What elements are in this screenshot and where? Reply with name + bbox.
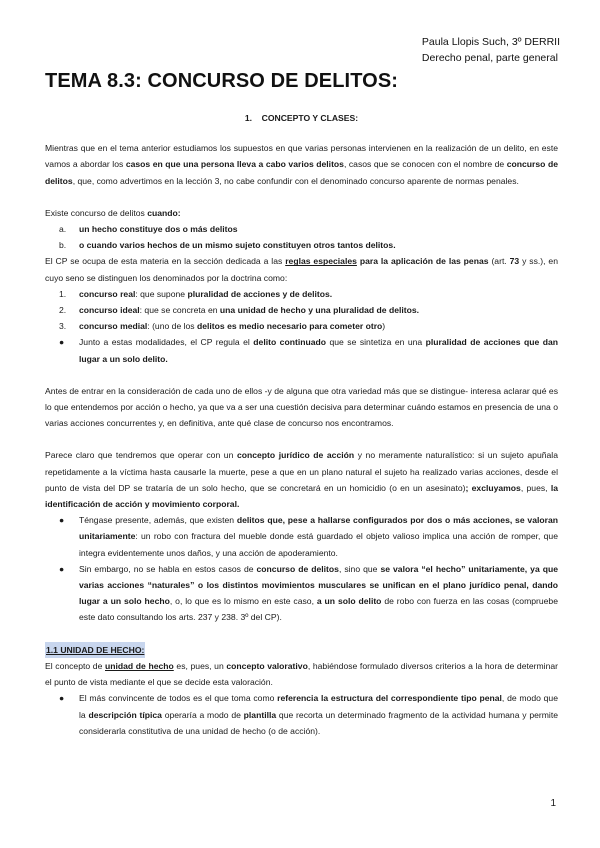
list-item: b. o cuando varios hechos de un mismo sujeto constituyen otros tantos delitos. [59,240,396,251]
criteria-list [59,690,558,739]
list-item: 2. concurso ideal: que se concreta en una unidad de hecho y una pluralidad de delitos. [59,305,420,316]
document-body [45,110,558,739]
section-number: 1. [244,113,253,123]
section-label: CONCEPTO Y CLASES: [261,113,359,123]
bullet-icon: ● [59,337,65,348]
paragraph-exists: Existe concurso de delitos cuando: [45,207,181,218]
list-item: ● Sin embargo, no se habla en estos casos de concurso de delitos, sino que se valora “el hecho” unitariamente, ya que varias acciones “naturales” o los distintos movimientos musculares se unifican en el plano jurídico penal, dando lugar a un solo hecho, o, lo que es lo mismo en este caso, a un solo delito de robo con fuerza en las cosas (compruebe este dato consultando los arts. 237 y 238. 3º del CP). [59,561,558,626]
page-header [422,34,560,66]
list-item: a. un hecho constituye dos o más delitos [59,224,238,235]
when-list [59,221,558,253]
paragraph-intro: Mientras que en el tema anterior estudiamos los supuestos en que varias personas intervienen en la realización de un delito, en este vamos a abordar los casos en que una persona lleva a cabo varios delitos, casos que se conocen con el nombre de concurso de delitos, que, como advertimos en la lección 3, no cabe confundir con el denominado concurso aparente de normas penales. [45,143,558,186]
list-item: ● Téngase presente, además, que existen delitos que, pese a hallarse configurados por dos o más acciones, se valoran unitariamente: un robo con fractura del mueble donde está guardado el objeto valioso implica una acción de romper, que integra evidentemente unos daños, y una acción de apoderamiento. [59,512,558,561]
header-author: Paula Llopis Such, 3º DERRII [421,36,560,48]
page-title: TEMA 8.3: CONCURSO DE DELITOS: [45,70,399,92]
paragraph-antes: Antes de entrar en la consideración de cada uno de ellos -y de alguna que otra variedad más que se distingue- interesa aclarar qué es lo que entendemos por acción o hecho, ya que va a ser una cuestión decisiva para determinar cuándo estamos en presencia de una o varias acciones concurrentes y, en definitiva, ante qué clase de concurso nos encontramos. [45,385,558,429]
bullets-list [59,512,558,625]
list-item: 1. concurso real: que supone pluralidad de acciones y de delitos. [59,288,333,299]
page-number: 1 [550,798,556,809]
paragraph-concepto-juridico: Parece claro que tendremos que operar con un concepto jurídico de acción y no meramente naturalístico: si un sujeto apuñala repetidamente a la víctima hasta causarle la muerte, pese a que en un plano natural el sujeto ha realizado varias acciones, desde el punto de vista del DP se trataría de un solo hecho, que se concretará en un homicidio (o en un asesinato); excluyamos, pues, la identificación de acción y movimiento corporal. [45,450,558,510]
section-heading-concepto [45,110,558,126]
section-heading-unidad: 1.1 UNIDAD DE HECHO: [45,642,558,658]
paragraph-unidad: El concepto de unidad de hecho es, pues, un concepto valorativo, habiéndose formulado diversos criterios a la hora de determinar el punto de vista mediante el que se decide esta valoración. [45,660,558,688]
list-item: ● Junto a estas modalidades, el CP regula el delito continuado que se sintetiza en una pluralidad de acciones que dan lugar a un solo delito. [59,334,558,366]
list-item: ● El más convincente de todos es el que toma como referencia la estructura del correspondiente tipo penal, de modo que la descripción típica operaría a modo de plantilla que recorta un determinado fragmento de la actividad humana y permite considerarla constitutiva de una unidad de hecho (o de acción). [59,690,558,739]
bullet-icon: ● [59,563,65,574]
list-item: 3. concurso medial: (uno de los delitos es medio necesario para cometer otro) [59,321,386,332]
types-list [59,286,558,367]
paragraph-cp: El CP se ocupa de esta materia en la sección dedicada a las reglas especiales para la aplicación de las penas (art. 73 y ss.), en cuyo seno se distinguen los denominados por la doctrina como: [45,256,558,283]
header-subject: Derecho penal, parte general [421,52,558,64]
bullet-icon: ● [59,515,65,526]
bullet-icon: ● [59,693,65,704]
